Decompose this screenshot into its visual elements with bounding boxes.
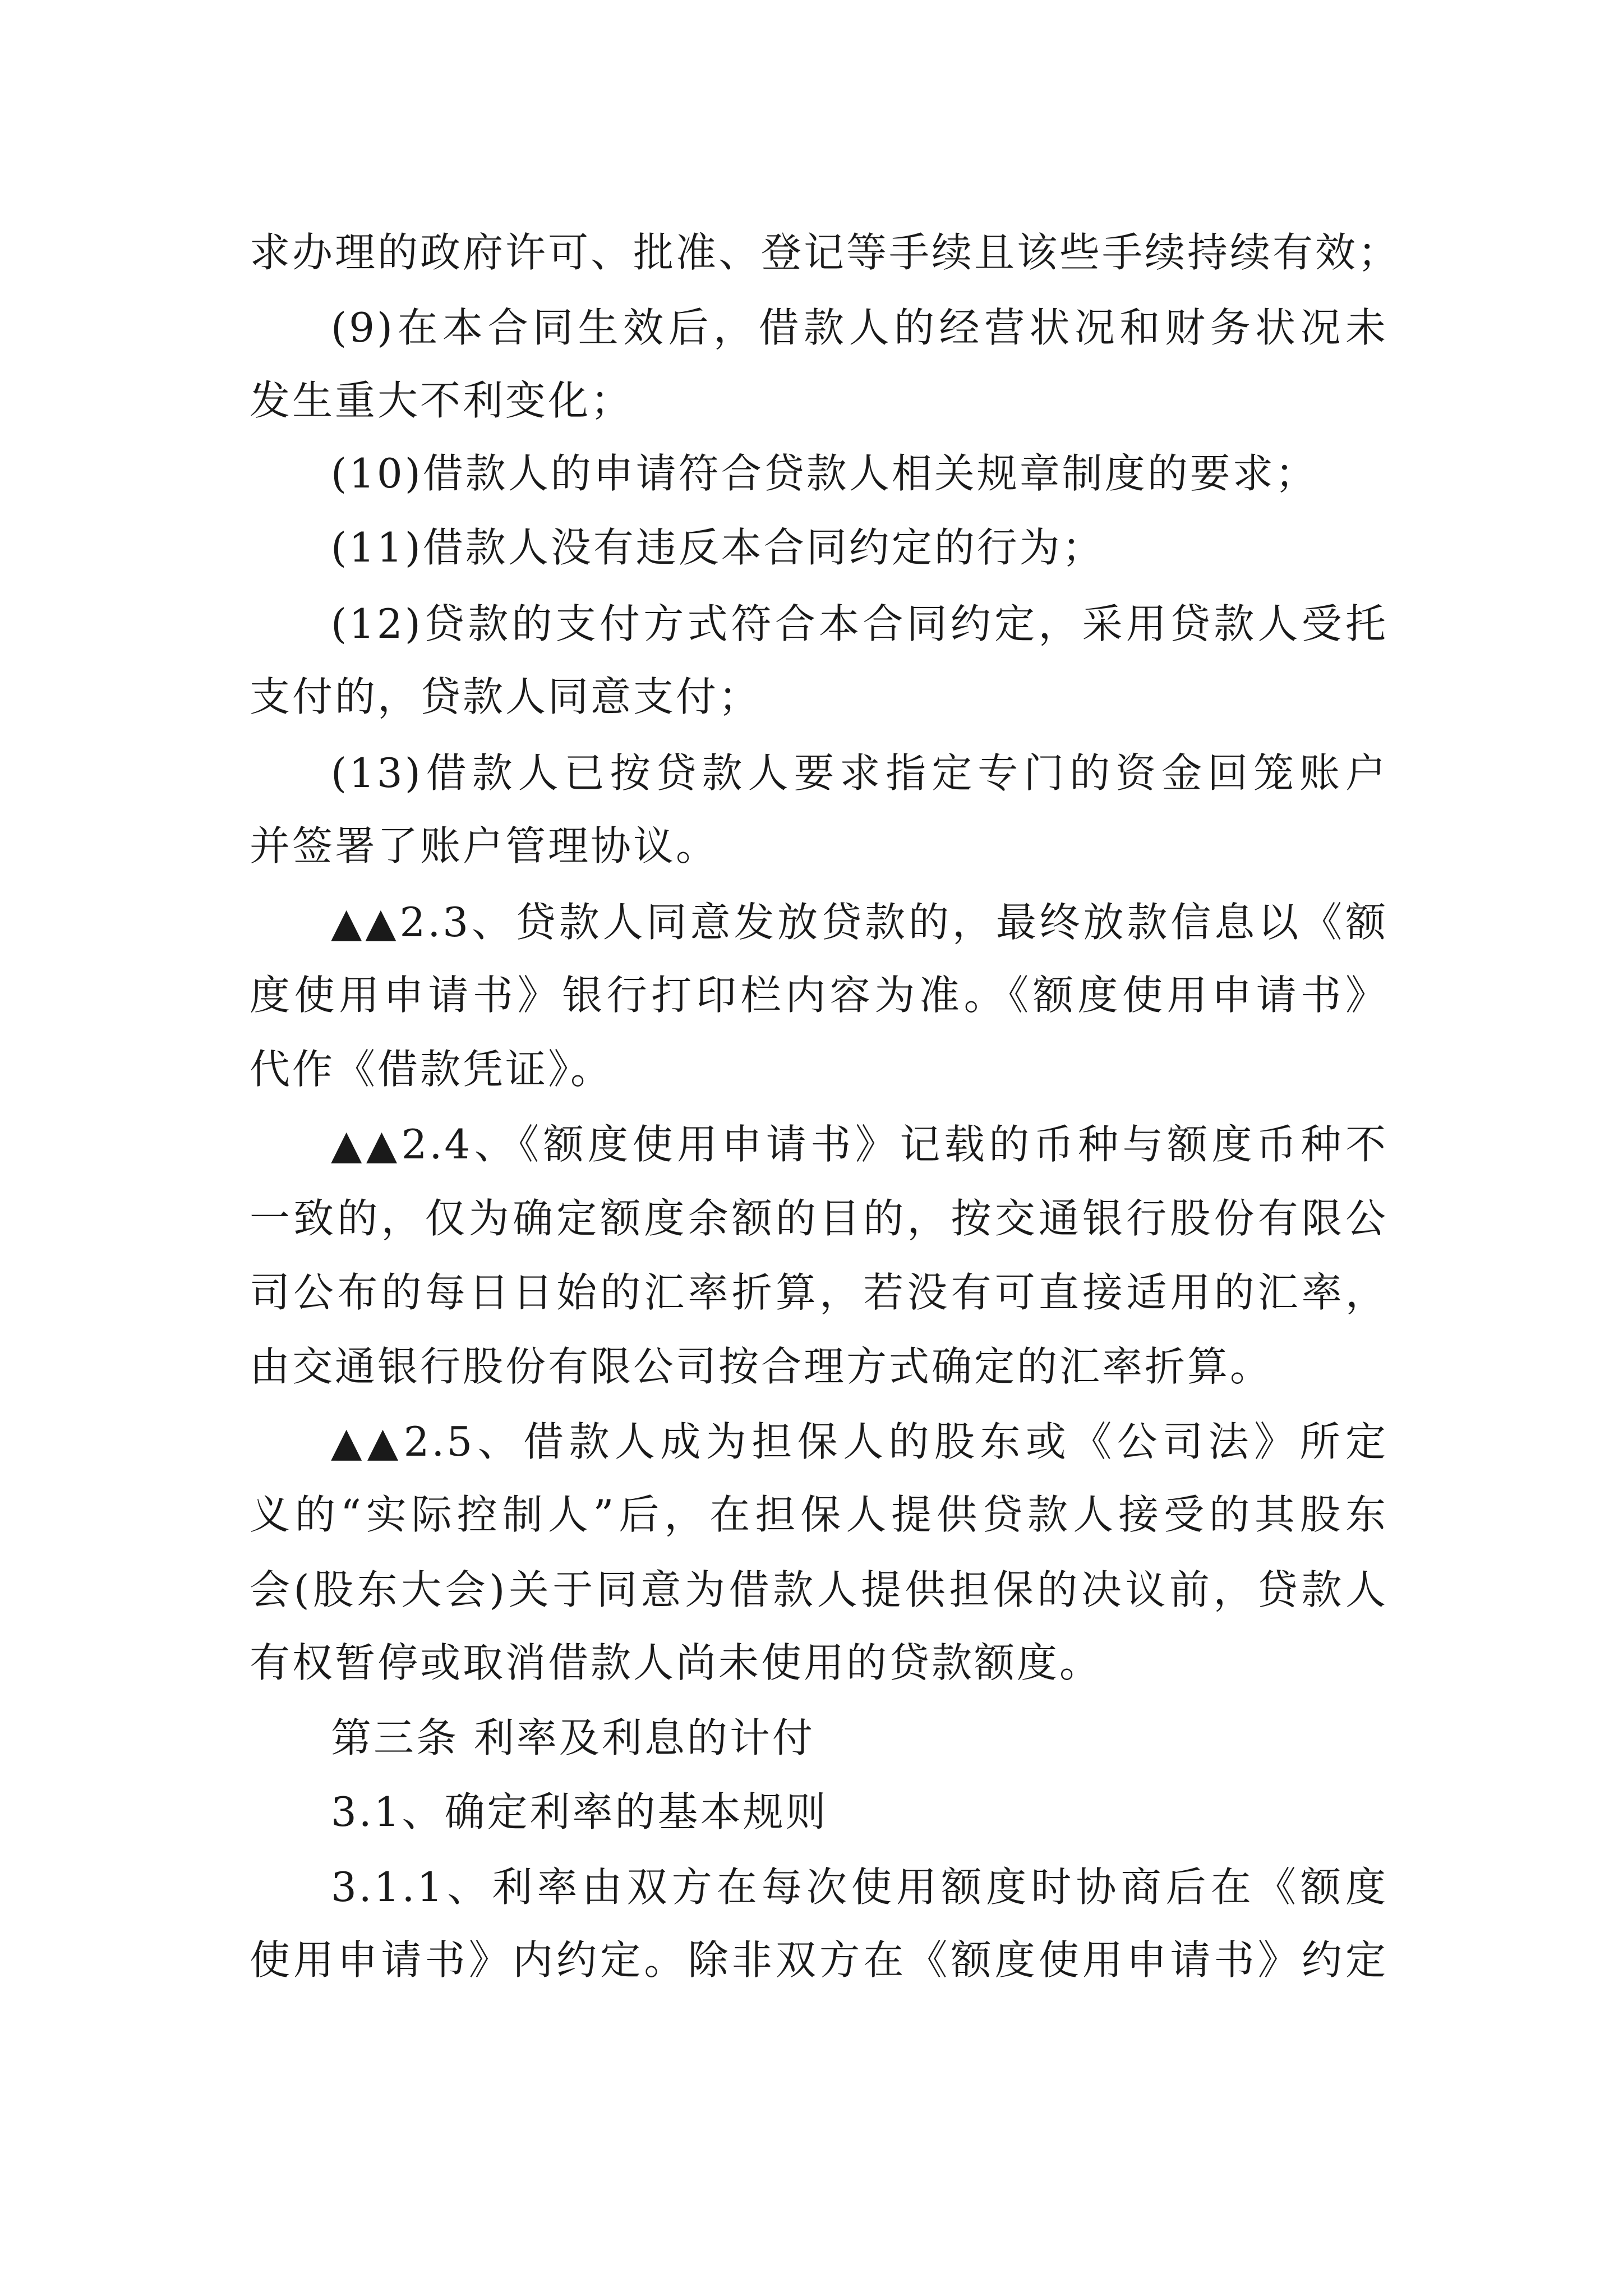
text-line: 并签署了账户管理协议。 [250,822,719,869]
text-line: ▲▲2.5、借款人成为担保人的股东或《公司法》所定 [331,1418,1388,1465]
text-line: 有权暂停或取消借款人尚未使用的贷款额度。 [250,1639,1103,1686]
text-line: 发生重大不利变化； [250,377,634,424]
text-line: 一致的，仅为确定额度余额的目的，按交通银行股份有限公 [250,1195,1388,1242]
text-line: 会(股东大会)关于同意为借款人提供担保的决议前，贷款人 [250,1566,1388,1613]
text-line: (11)借款人没有违反本合同约定的行为； [331,524,1105,571]
text-line: 代作《借款凭证》。 [250,1046,614,1093]
text-line: (12)贷款的支付方式符合本合同约定，采用贷款人受托 [331,600,1388,647]
text-line: 由交通银行股份有限公司按合理方式确定的汇率折算。 [250,1343,1273,1390]
text-line: (13)借款人已按贷款人要求指定专门的资金回笼账户 [331,749,1388,797]
text-line: 3.1.1、利率由双方在每次使用额度时协商后在《额度 [331,1864,1388,1911]
text-line: 求办理的政府许可、批准、登记等手续且该些手续持续有效； [250,229,1401,276]
text-line: 支付的，贷款人同意支付； [250,673,762,720]
text-line: 义的“实际控制人”后，在担保人提供贷款人接受的其股东 [250,1491,1388,1538]
text-line: 使用申请书》内约定。除非双方在《额度使用申请书》约定 [250,1936,1388,1984]
text-line: (10)借款人的申请符合贷款人相关规章制度的要求； [331,450,1318,497]
text-line: ▲▲2.4、《额度使用申请书》记载的币种与额度币种不 [331,1121,1388,1168]
text-line: (9)在本合同生效后，借款人的经营状况和财务状况未 [331,304,1388,351]
text-line: 度使用申请书》银行打印栏内容为准。《额度使用申请书》 [250,972,1388,1019]
section-heading: 第三条 利率及利息的计付 [331,1714,815,1761]
subsection-heading: 3.1、确定利率的基本规则 [331,1788,828,1835]
text-line: ▲▲2.3、贷款人同意发放贷款的，最终放款信息以《额 [331,899,1388,946]
text-line: 司公布的每日日始的汇率折算，若没有可直接适用的汇率， [250,1269,1388,1316]
